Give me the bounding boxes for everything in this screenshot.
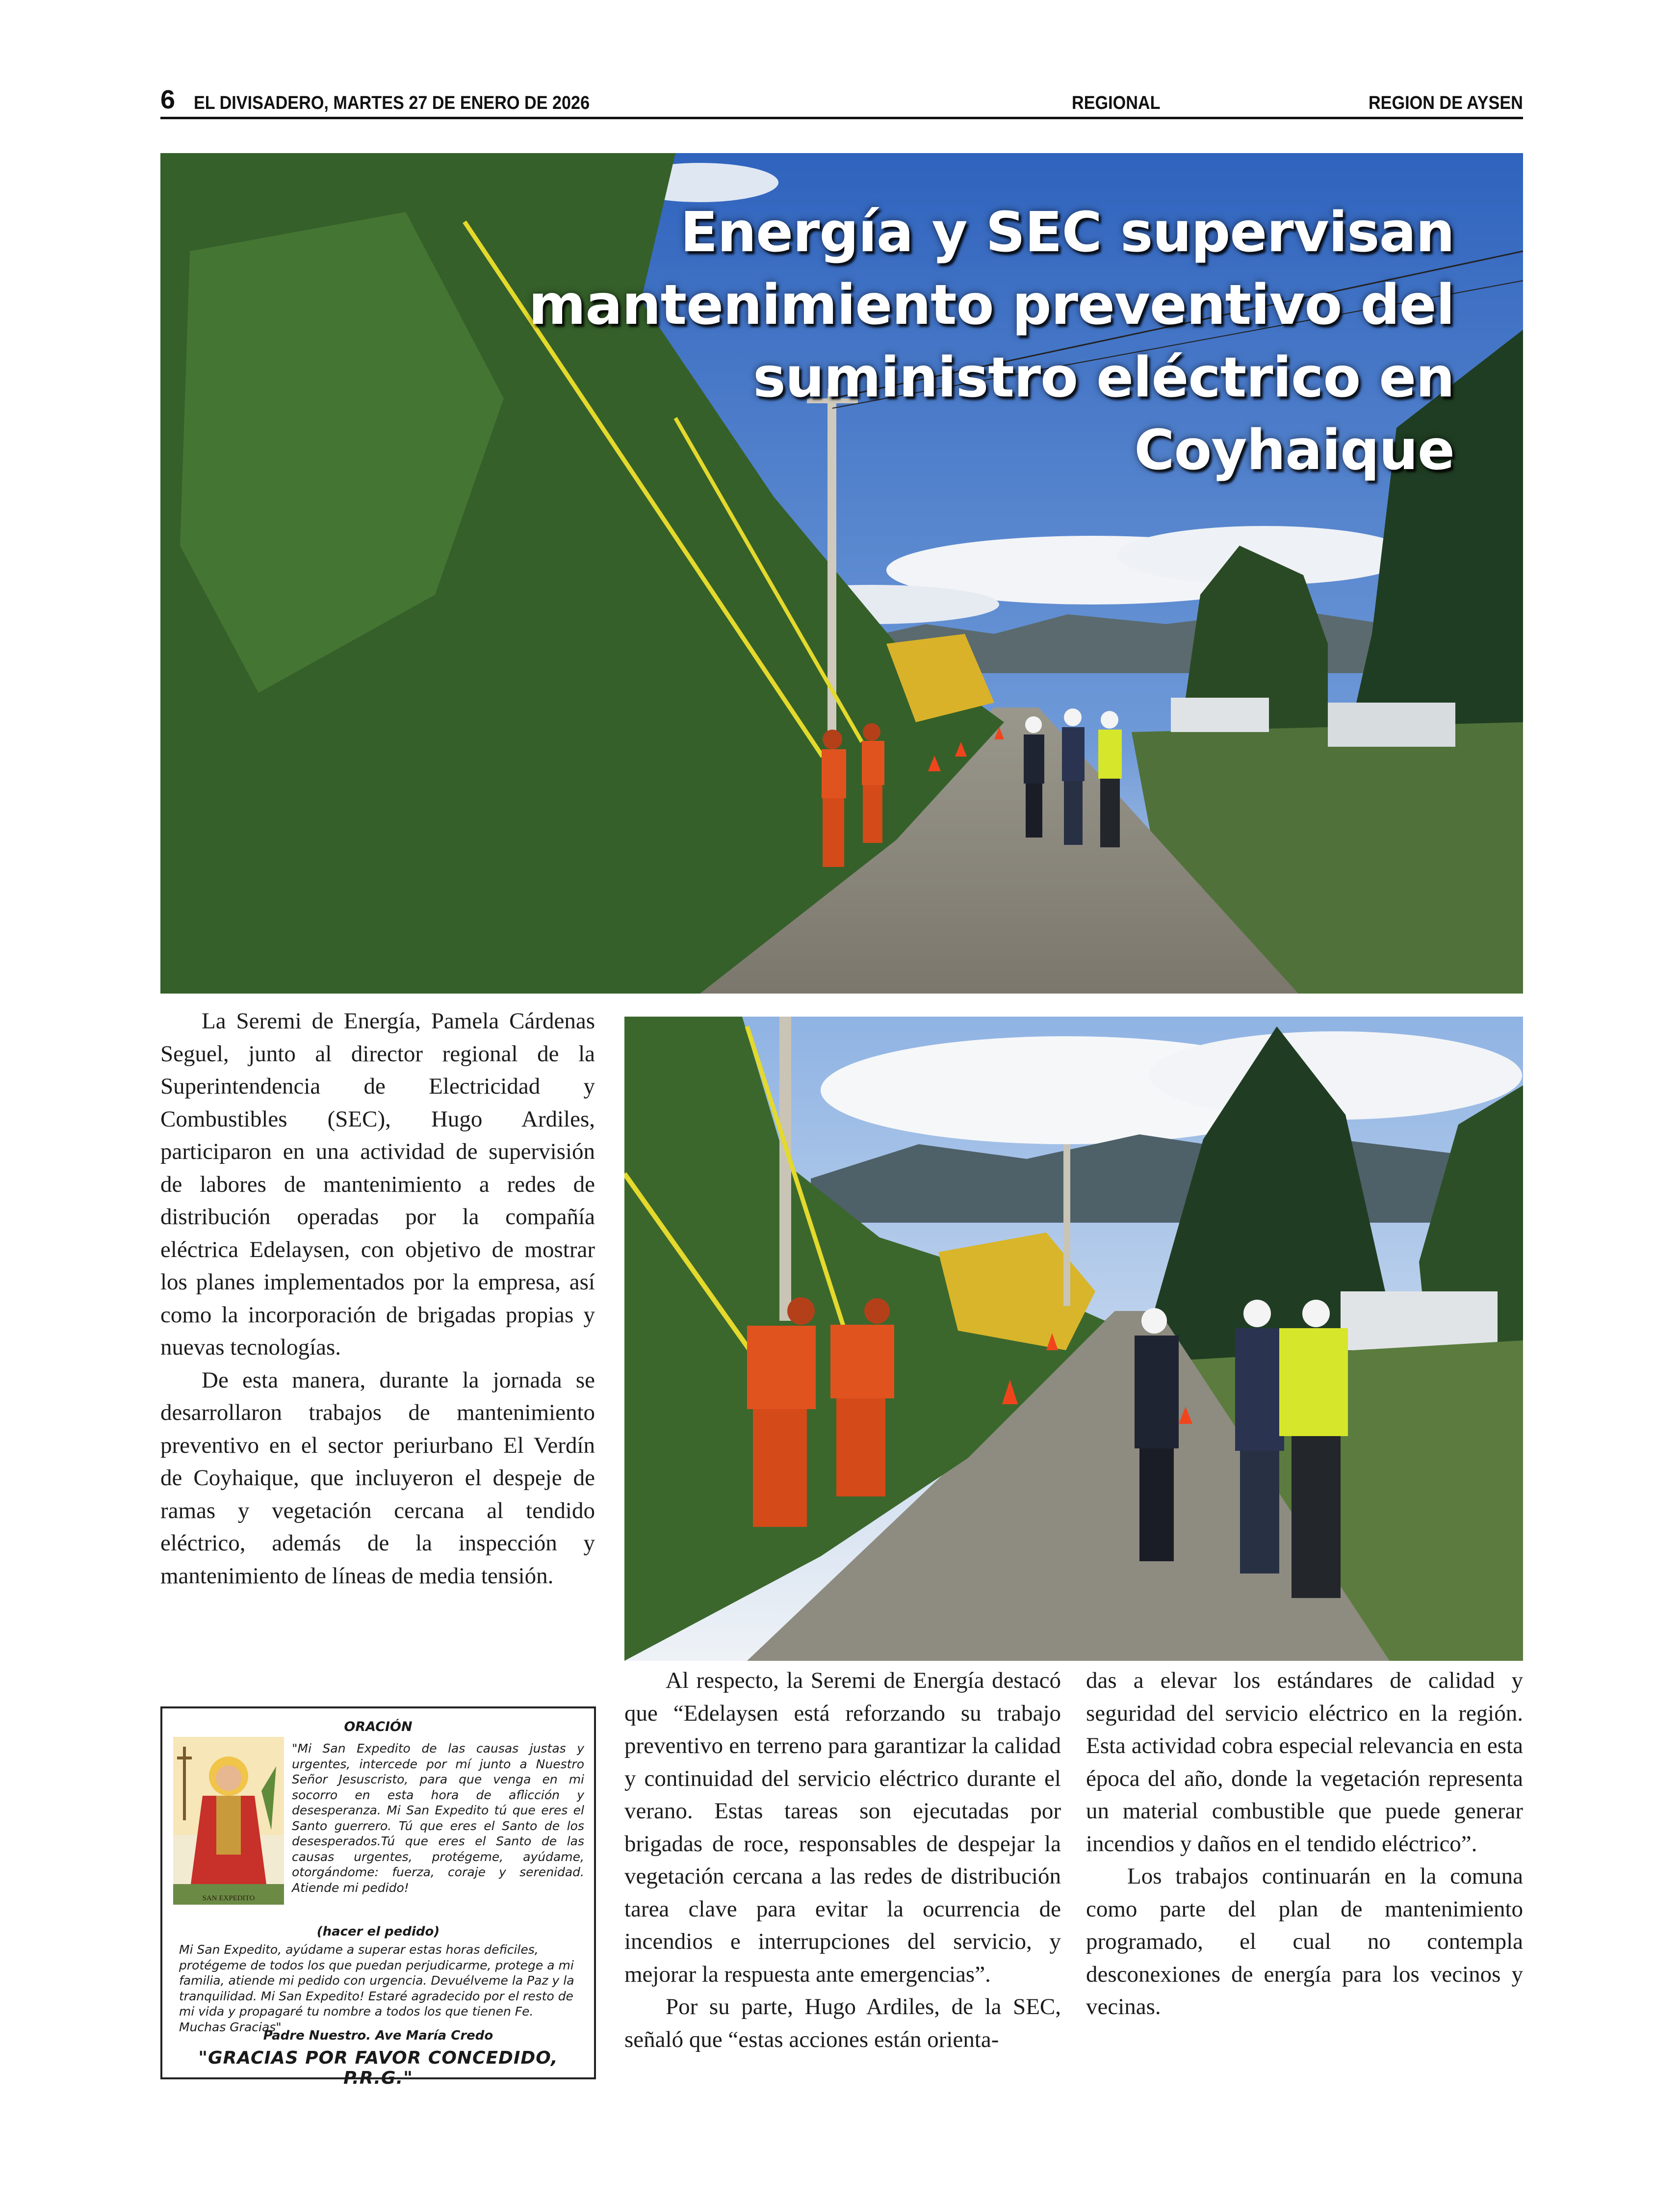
article-paragraph: La Seremi de Energía, Pamela Cárdenas Seguel, junto al director regional de la Superintendencia de Electricidad y Combustibles (SEC), Hugo Ardiles, participaron en una actividad de supervisión de labores de mantenimiento a redes de distribución operadas por la compañía eléctrica Edelaysen, con objetivo de mostrar los planes implementados por la empresa, así como la incorporación de brigadas propias y nuevas tecnologías. <box>160 1008 595 1360</box>
worker <box>830 1298 894 1496</box>
region-name: REGION DE AYSEN <box>1369 93 1523 113</box>
article-paragraph: Por su parte, Hugo Ardiles, de la SEC, señaló que “estas acciones están orienta- <box>624 1994 1061 2052</box>
cross <box>177 1756 192 1759</box>
greenhouse <box>1328 703 1455 747</box>
article-paragraph: De esta manera, durante la jornada se desarrollaron trabajos de mantenimiento preventivo en el sector periurbano El Verdín de Coyhaique, que incluyeron el despeje de ramas y vegetación cercana al tendido eléctrico, además de la inspección y mantenimiento de líneas de media tensión. <box>160 1367 595 1589</box>
official <box>1235 1300 1284 1573</box>
worker <box>862 723 884 843</box>
second-photo-illustration <box>624 1017 1523 1661</box>
prayer-title: ORACIÓN <box>344 1719 413 1734</box>
official-vest <box>1098 711 1122 847</box>
official <box>1135 1308 1179 1561</box>
article-paragraph: Los trabajos continuarán en la comuna como parte del plan de mantenimiento programado, el cual no contempla desconexiones de energía para los vecinos y vecinas. <box>1086 1863 1523 2019</box>
article-paragraph: das a elevar los estándares de calidad y seguridad del servicio eléctrico en la región. Esta actividad cobra especial relevancia en esta época del año, donde la vegetación representa un material combustible que puede generar incendios y daños en el tendido eléctrico”. <box>1086 1668 1523 1857</box>
saint-armor <box>216 1796 241 1855</box>
main-photo <box>160 153 1523 994</box>
section-name: REGIONAL <box>1072 93 1161 113</box>
prayer-request: (hacer el pedido) <box>316 1924 440 1939</box>
utility-pole <box>1063 1144 1070 1306</box>
prayer-text: Mi San Expedito, ayúdame a superar estas horas deficiles, protégeme de todos los que puedan perjudicarme, protege a mi familia, atiende mi pedido con urgencia. Devuélveme la Paz y la tranquilidad. Mi San Expedito! Estaré agradecido por el resto de mi vida y propagaré tu nombre a todos los que tienen Fe. Muchas Gracias" <box>179 1942 574 2034</box>
article-column-right <box>1086 1664 1523 2023</box>
saint-head <box>216 1765 241 1791</box>
saint-caption: SAN EXPEDITO <box>202 1894 255 1902</box>
prayer-box <box>160 1706 596 2088</box>
prayer-closing: Padre Nuestro. Ave María Credo <box>263 2028 493 2043</box>
article-paragraph: Al respecto, la Seremi de Energía destacó que “Edelaysen está reforzando su trabajo preventivo en terreno para garantizar la calidad y continuidad del servicio eléctrico durante el verano. Estas tareas son ejecutadas por brigadas de roce, responsables de despejar la vegetación cercana a las redes de distribución tarea clave para evitar la ocurrencia de incendios e interrupciones del servicio, y mejorar la respuesta ante emergencias”. <box>624 1668 1061 1987</box>
headline <box>424 196 1454 487</box>
second-photo <box>624 1017 1523 1661</box>
greenhouse <box>1171 698 1269 732</box>
prayer-text: "Mi San Expedito de las causas justas y urgentes, intercede por mí junto a Nuestro Señor Jesuscristo, para que venga en mi socorro en esta hora de aflicción y desesperanza. Mi San Expedito tú que eres el Santo guerrero. Tú que eres el Santo de los desesperados.Tú que eres el Santo de las causas urgentes, protégeme, ayúdame, otorgándome: fuerza, coraje y serenidad. Atiende mi pedido! <box>292 1741 584 1895</box>
article-column-middle <box>624 1664 1061 2056</box>
headline-line: mantenimiento preventivo del <box>528 273 1454 337</box>
official <box>1024 716 1044 838</box>
worker <box>822 730 846 867</box>
headline-line: Energía y SEC supervisan <box>680 201 1454 264</box>
official <box>1062 708 1085 845</box>
utility-pole <box>779 1017 791 1321</box>
headline-line: suministro eléctrico en Coyhaique <box>753 346 1454 482</box>
greenhouse <box>1341 1291 1498 1350</box>
page-header <box>160 83 1523 119</box>
prayer-thanks: "GRACIAS POR FAVOR CONCEDIDO, P.R.G." <box>198 2048 558 2088</box>
article-column-left <box>160 1005 595 1592</box>
worker <box>747 1297 816 1527</box>
saint-expedito-image <box>173 1737 284 1905</box>
newspaper-date: EL DIVISADERO, MARTES 27 DE ENERO DE 2026 <box>194 93 590 113</box>
page-number: 6 <box>160 85 176 114</box>
